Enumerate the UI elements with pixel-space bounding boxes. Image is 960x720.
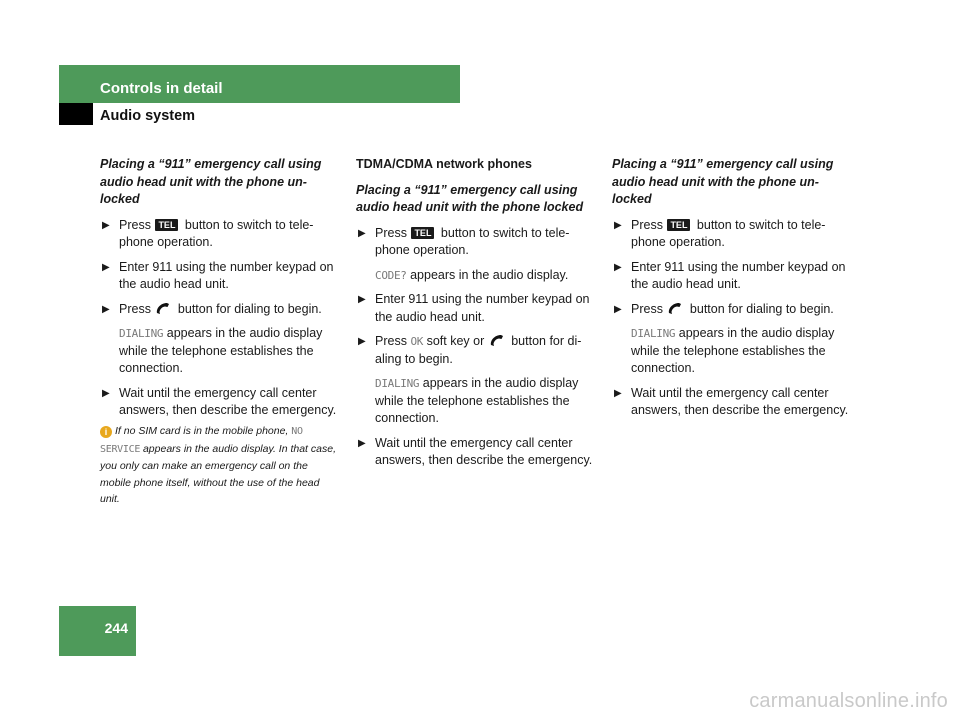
col1-step-1: ▶ Press TEL button to switch to tele-phone operation.	[102, 217, 314, 249]
bullet-arrow-icon: ▶	[102, 303, 110, 315]
phone-handset-icon	[667, 302, 683, 315]
section-title: Controls in detail	[100, 80, 223, 97]
section-subtitle: Audio system	[100, 108, 196, 124]
bullet-arrow-icon: ▶	[102, 219, 110, 231]
col2-note-2: DIALING appears in the audio display while the telephone establishes the connection.	[375, 376, 579, 425]
bullet-arrow-icon: ▶	[614, 219, 622, 231]
info-icon: i	[100, 426, 112, 438]
col1-heading: Placing a “911” emergency call using audio head unit with the phone un-locked	[100, 157, 322, 206]
display-code: NO SERVICE	[100, 426, 303, 455]
column-middle	[356, 156, 596, 477]
bullet-arrow-icon: ▶	[102, 387, 110, 399]
display-code: DIALING	[119, 327, 164, 340]
watermark: carmanualsonline.info	[749, 690, 948, 712]
bullet-arrow-icon: ▶	[614, 387, 622, 399]
bullet-arrow-icon: ▶	[358, 227, 366, 239]
tel-button-icon: TEL	[667, 219, 690, 231]
col3-step-4: ▶ Wait until the emergency call center answers, then describe the emergency.	[614, 385, 849, 417]
col2-subheading: Placing a “911” emergency call using audio head unit with the phone locked	[356, 182, 584, 214]
col1-step-3: ▶ Press button for dialing to begin.	[100, 301, 340, 319]
bullet-arrow-icon: ▶	[358, 336, 366, 347]
col2-step-2: ▶ Enter 911 using the number keypad on the audio head unit.	[358, 292, 590, 324]
display-code: DIALING	[631, 327, 676, 340]
col3-step-2: ▶ Enter 911 using the number keypad on the audio head unit.	[614, 259, 846, 291]
info-note: i If no SIM card is in the mobile phone, NO SERVICE appears in the audio display. In that case, you only can make an emergency call on the mobile phone itself, without the use of the head unit.	[100, 425, 336, 505]
phone-handset-icon	[489, 334, 505, 347]
bullet-arrow-icon: ▶	[614, 303, 622, 315]
bullet-arrow-icon: ▶	[358, 294, 366, 305]
col2-step-3: ▶ Press OK soft key or button for di-aling to begin.	[358, 334, 582, 366]
phone-handset-icon	[155, 302, 171, 315]
col2-heading: TDMA/CDMA network phones	[356, 157, 532, 171]
tel-button-icon: TEL	[411, 227, 434, 239]
bullet-arrow-icon: ▶	[102, 261, 110, 273]
bullet-arrow-icon: ▶	[358, 437, 366, 449]
column-right	[612, 156, 852, 427]
col2-note-1: CODE? appears in the audio display.	[375, 267, 569, 282]
page-number-box	[59, 606, 136, 656]
page-number: 244	[104, 620, 128, 636]
col2-step-4: ▶ Wait until the emergency call center answers, then describe the emergency.	[358, 435, 593, 467]
bullet-arrow-icon: ▶	[614, 261, 622, 273]
col1-step-4: ▶ Wait until the emergency call center answers, then describe the emergency.	[102, 385, 337, 417]
col3-heading: Placing a “911” emergency call using audio head unit with the phone un-locked	[612, 157, 834, 206]
col3-step-3: ▶ Press button for dialing to begin.	[612, 301, 852, 319]
col3-step-1: ▶ Press TEL button to switch to tele-phone operation.	[614, 217, 826, 249]
ok-softkey-code: OK	[410, 335, 424, 348]
display-code: DIALING	[375, 377, 420, 390]
column-left	[100, 156, 340, 427]
col2-step-1: ▶ Press TEL button to switch to tele-phone operation.	[358, 225, 570, 257]
col3-note-1: DIALING appears in the audio display while the telephone establishes the connection.	[631, 326, 835, 375]
display-code: CODE?	[375, 268, 407, 282]
section-tab-marker	[59, 103, 93, 125]
tel-button-icon: TEL	[155, 219, 178, 231]
col1-step-2: ▶ Enter 911 using the number keypad on the audio head unit.	[102, 259, 334, 291]
col1-note-1: DIALING appears in the audio display while the telephone establishes the connection.	[119, 326, 323, 375]
